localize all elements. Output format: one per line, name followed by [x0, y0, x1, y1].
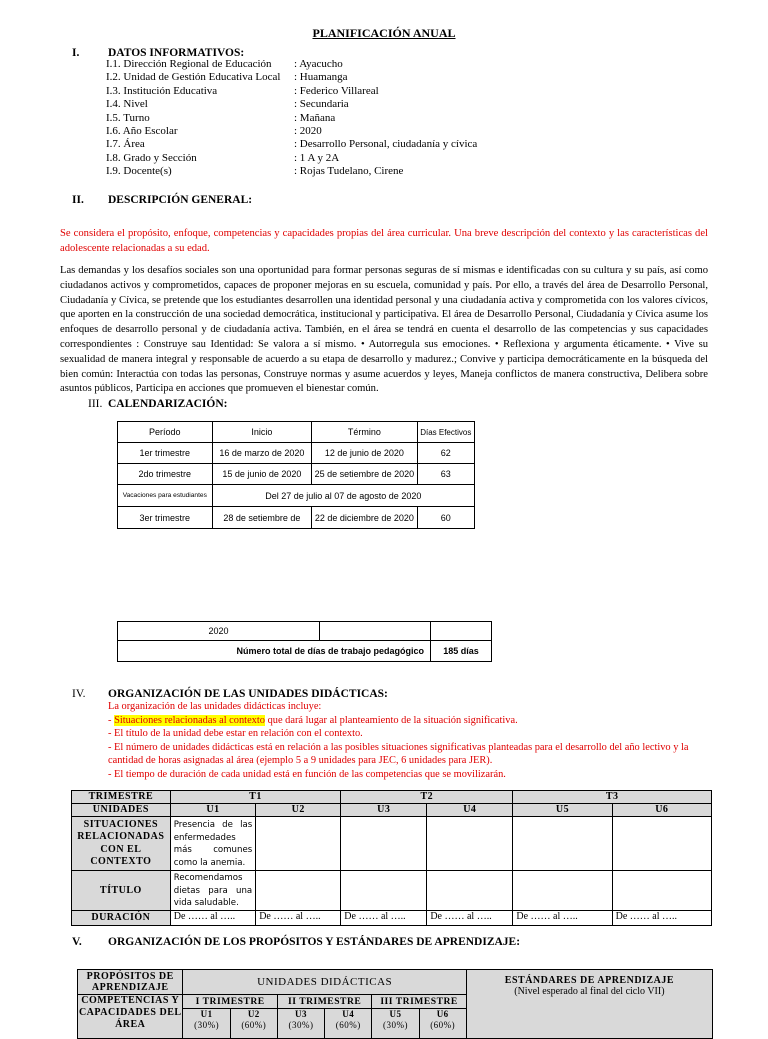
standards-subtitle: (Nivel esperado al final del ciclo VII) — [514, 986, 665, 997]
info-value: : Ayacucho — [294, 58, 343, 70]
calendar-header: Inicio — [212, 422, 312, 443]
duracion-label: DURACIÓN — [72, 910, 171, 925]
duracion-cell: De …… al ….. — [256, 910, 341, 925]
unit-percent: (60%) — [241, 1020, 267, 1030]
titulo-cell — [256, 871, 341, 911]
calendar-cell: 15 de junio de 2020 — [212, 464, 312, 485]
section-number: II. — [72, 194, 84, 206]
unit-cell — [183, 1009, 230, 1039]
info-row — [106, 85, 379, 99]
info-row — [106, 138, 477, 152]
info-label: I.5. Turno — [106, 111, 150, 124]
section-number: V. — [72, 936, 82, 948]
page-title: PLANIFICACIÓN ANUAL — [312, 26, 456, 40]
unit-header: U5 — [513, 804, 612, 817]
duracion-cell: De …… al ….. — [612, 910, 711, 925]
info-row — [106, 71, 347, 85]
unit-cell — [419, 1009, 466, 1039]
total-year: 2020 — [118, 622, 320, 641]
section-title: CALENDARIZACIÓN: — [108, 398, 228, 410]
duracion-cell: De …… al ….. — [427, 910, 513, 925]
situacion-cell — [513, 817, 612, 871]
unit-percent: (60%) — [430, 1020, 456, 1030]
units-notes-item: - El número de unidades didácticas está en relación a las posibles situaciones significativas planteadas para el desarrollo del año lectivo y la cantidad de horas asignadas al área (ejemplo 5 a 9 unidades para JEC, 6 unidades para JER). — [108, 741, 689, 767]
purposes-col-header: PROPÓSITOS DE APRENDIZAJE — [78, 970, 183, 995]
info-label: I.6. Año Escolar — [106, 125, 178, 137]
titulo-cell — [341, 871, 427, 911]
units-notes-item: - El tiempo de duración de cada unidad está en función de las competencias que se movilizarán. — [108, 768, 506, 780]
description-red-note: Se considera el propósito, enfoque, competencias y capacidades propias del área curricular. Una breve descripción del contexto y las características del adolescente relacionadas a su edad. — [60, 228, 708, 254]
titulo-u1: Recomendamos dietas para una vida saludable. — [170, 871, 255, 911]
description-body: Las demandas y los desafíos sociales son una oportunidad para formar personas seguras de sí mismas e identificadas con su cultura y su país, así como ciudadanos activos y comprometidos, capaces de proponer mejoras en su escuela, comunidad y país. Por ello, a través del área de Desarrollo Personal, Ciudadanía y Cívica, se pretende que los estudiantes desarrollen una identidad personal y una ciudadanía activa y comprometida con los valores cívicos, que aporten en la construcción de una sociedad democrática, institucional y participativa. El área de Desarrollo Personal, Ciudadanía y Cívica asume los enfoques de desarrollo personal y de ciudadanía activa. También, en el área se tendrá en cuenta el desarrollo de las competencias y sus capacidades correspondientes : Construye sau Identidad: Se valora a sí mismo. • Autorregula sus emociones. • Reflexiona y argumenta éticamente. • Vive su sexualidad de manera integral y responsable de acuerdo a su etapa de desarrollo y madurez.; Convive y participa democráticamente en la búsqueda del bien común: Interactúa con todas las personas, Construye normas y asume acuerdos y leyes, Maneja conflictos de manera constructiva, Delibera sobre asuntos públicos, Participa en acciones que promueven el bienestar común. — [60, 265, 708, 395]
calendar-table — [117, 421, 475, 529]
info-label: I.7. Área — [106, 138, 145, 151]
calendar-cell: 16 de marzo de 2020 — [212, 443, 312, 464]
titulo-cell — [612, 871, 711, 911]
calendar-cell: 22 de diciembre de 2020 — [312, 507, 417, 529]
calendar-vacation-value: Del 27 de julio al 07 de agosto de 2020 — [212, 485, 474, 507]
duracion-cell: De …… al ….. — [513, 910, 612, 925]
total-empty — [431, 622, 492, 641]
unit-cell — [277, 1009, 324, 1039]
unit-cell — [325, 1009, 372, 1039]
calendar-cell: 1er trimestre — [118, 443, 213, 464]
section-title: DESCRIPCIÓN GENERAL: — [108, 194, 253, 206]
info-label: I.2. Unidad de Gestión Educativa Local — [106, 71, 281, 84]
total-empty — [320, 622, 431, 641]
total-value: 185 días — [431, 641, 492, 662]
info-value: : 1 A y 2A — [294, 151, 340, 164]
info-label: I.8. Grado y Sección — [106, 151, 197, 164]
section-title: DATOS INFORMATIVOS: — [108, 47, 245, 59]
units-notes — [108, 700, 708, 782]
unit-header: U6 — [612, 804, 711, 817]
section-title: ORGANIZACIÓN DE LOS PROPÓSITOS Y ESTÁNDARES DE APRENDIZAJE: — [108, 936, 521, 948]
calendar-header: Período — [118, 422, 213, 443]
calendar-cell: 60 — [417, 507, 474, 529]
trimestre-t2: T2 — [341, 791, 513, 804]
info-row — [106, 112, 335, 126]
calendar-cell: 28 de setiembre de — [212, 507, 312, 529]
trimestre-t3: T3 — [513, 791, 712, 804]
situacion-cell — [427, 817, 513, 871]
units-notes-item — [108, 714, 708, 728]
unit-percent: (30%) — [288, 1020, 314, 1030]
info-label: I.9. Docente(s) — [106, 165, 172, 178]
unit-label: U3 — [295, 1009, 308, 1019]
info-row — [106, 98, 349, 112]
standards-title: ESTÁNDARES DE APRENDIZAJE — [504, 975, 674, 986]
situacion-cell — [612, 817, 711, 871]
info-label: I.3. Institución Educativa — [106, 84, 218, 97]
unidades-didacticas-header: UNIDADES DIDÁCTICAS — [183, 970, 466, 995]
unit-label: U6 — [436, 1009, 449, 1019]
calendar-cell: 3er trimestre — [118, 507, 213, 529]
section-number: III. — [88, 398, 103, 410]
unit-percent: (60%) — [335, 1020, 361, 1030]
calendar-cell: 62 — [417, 443, 474, 464]
info-value: : Rojas Tudelano, Cirene — [294, 165, 404, 178]
bullet: - — [108, 714, 115, 726]
competencias-label: COMPETENCIAS Y CAPACIDADES DEL ÁREA — [78, 995, 183, 1039]
calendar-header: Días Efectivos — [417, 422, 474, 443]
unit-header: U4 — [427, 804, 513, 817]
unit-cell — [230, 1009, 277, 1039]
units-notes-intro: La organización de las unidades didácticas incluye: — [108, 701, 322, 712]
section-number: I. — [72, 47, 80, 59]
units-table — [71, 790, 712, 926]
situaciones-label: SITUACIONES RELACIONADAS CON EL CONTEXTO — [72, 817, 171, 871]
trimestre-t1: T1 — [170, 791, 341, 804]
info-row — [106, 58, 343, 72]
info-row — [106, 152, 339, 166]
total-label: Número total de días de trabajo pedagógico — [118, 641, 431, 662]
unit-cell — [372, 1009, 419, 1039]
calendar-cell: 12 de junio de 2020 — [312, 443, 417, 464]
highlighted-text: Situaciones relacionadas al contexto — [114, 714, 265, 726]
situacion-u1: Presencia de las enfermedades más comunes como la anemia. — [170, 817, 255, 871]
section-number: IV. — [72, 688, 86, 700]
titulo-label: TÍTULO — [72, 871, 171, 911]
note-text: que dará lugar al planteamiento de la situación significativa. — [264, 714, 518, 726]
titulo-cell — [513, 871, 612, 911]
unit-label: U2 — [247, 1009, 260, 1019]
trimestre-header: I TRIMESTRE — [183, 995, 277, 1009]
unit-percent: (30%) — [382, 1020, 408, 1030]
unit-label: U5 — [389, 1009, 402, 1019]
info-row — [106, 125, 322, 139]
unidades-label: UNIDADES — [72, 804, 171, 817]
duracion-cell: De …… al ….. — [341, 910, 427, 925]
purposes-table — [77, 969, 713, 1039]
unit-header: U1 — [170, 804, 255, 817]
calendar-cell: 63 — [417, 464, 474, 485]
info-value: : Huamanga — [294, 71, 348, 84]
trimestre-label: TRIMESTRE — [72, 791, 171, 804]
calendar-total-table — [117, 621, 492, 662]
section-title: ORGANIZACIÓN DE LAS UNIDADES DIDÁCTICAS: — [108, 688, 388, 700]
situacion-cell — [341, 817, 427, 871]
info-value: : 2020 — [294, 125, 322, 137]
info-row — [106, 165, 403, 179]
info-value: : Federico Villareal — [294, 84, 379, 97]
situacion-cell — [256, 817, 341, 871]
info-value: : Desarrollo Personal, ciudadanía y cívica — [294, 138, 478, 151]
titulo-cell — [427, 871, 513, 911]
calendar-vacation-label: Vacaciones para estudiantes — [118, 485, 213, 507]
unit-header: U3 — [341, 804, 427, 817]
info-value: : Secundaria — [294, 98, 349, 111]
info-label: I.4. Nivel — [106, 98, 148, 111]
info-label: I.1. Dirección Regional de Educación — [106, 58, 272, 70]
unit-percent: (30%) — [194, 1020, 220, 1030]
standards-header — [466, 970, 712, 1039]
purposes-table-viewport — [77, 969, 713, 1030]
calendar-cell: 25 de setiembre de 2020 — [312, 464, 417, 485]
calendar-header: Término — [312, 422, 417, 443]
unit-label: U1 — [200, 1009, 213, 1019]
unit-header: U2 — [256, 804, 341, 817]
units-notes-item: - El título de la unidad debe estar en relación con el contexto. — [108, 728, 363, 740]
info-value: : Mañana — [294, 111, 336, 124]
trimestre-header: III TRIMESTRE — [372, 995, 466, 1009]
duracion-cell: De …… al ….. — [170, 910, 255, 925]
trimestre-header: II TRIMESTRE — [277, 995, 371, 1009]
unit-label: U4 — [342, 1009, 355, 1019]
calendar-cell: 2do trimestre — [118, 464, 213, 485]
